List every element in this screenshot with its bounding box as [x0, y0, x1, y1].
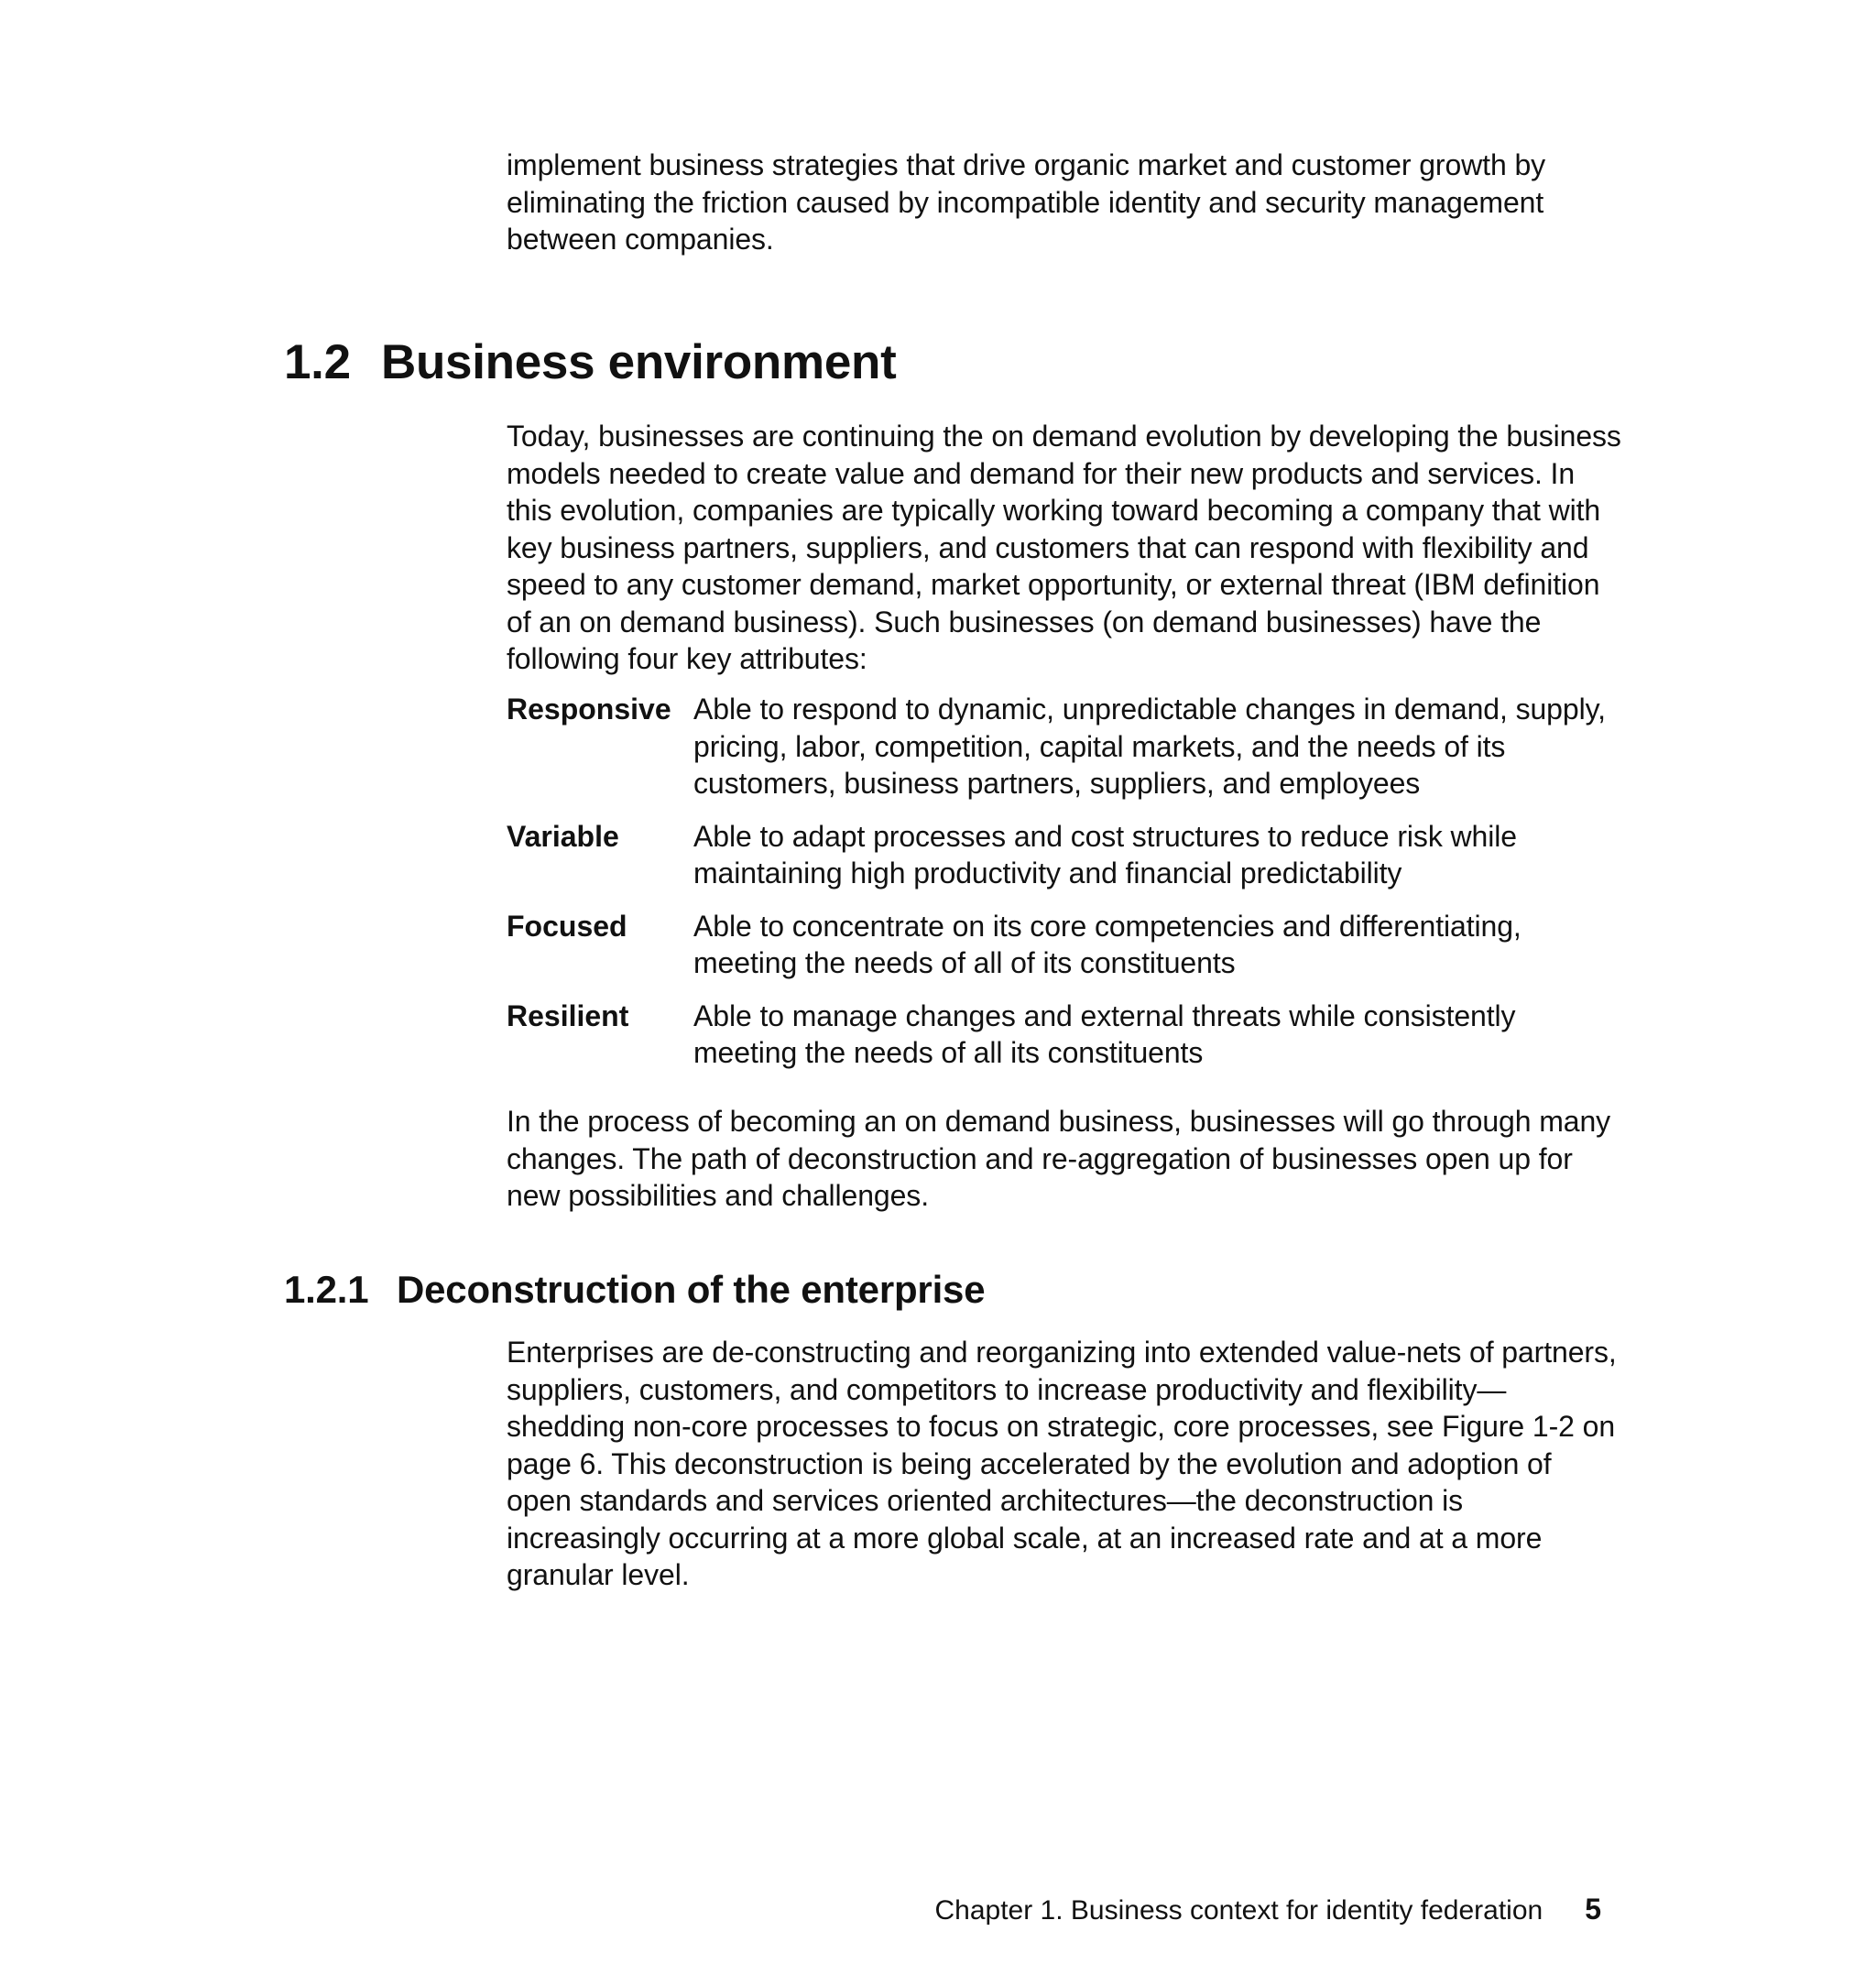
attribute-definition: Able to adapt processes and cost structures to reduce risk while maintaining high productivity and financial predictability: [693, 819, 1517, 889]
attribute-term: Responsive: [507, 693, 671, 726]
attribute-definition: Able to concentrate on its core competencies and differentiating, meeting the needs of all of its constituents: [693, 909, 1522, 979]
subsection-paragraph: Enterprises are de-constructing and reorganizing into extended value-nets of partners, suppliers, customers, and competitors to increase productivity and flexibility—shedding non-core processes to focus on strategic, core processes, see Figure 1-2 on page 6. This deconstruction is being accelerated by the evolution and adoption of open standards and services oriented architectures—the deconstruction is increasingly occurring at a more global scale, at an increased rate and at a more granular level.: [507, 1336, 1617, 1591]
intro-paragraph: implement business strategies that drive organic market and customer growth by eliminating the friction caused by incompatible identity and security management between companies.: [507, 148, 1546, 256]
subsection-number: 1.2.1: [284, 1268, 369, 1311]
attribute-list: [507, 691, 1624, 1087]
attribute-row: [507, 691, 1624, 802]
attribute-row: [507, 908, 1624, 982]
section-title: Business environment: [381, 335, 897, 389]
attribute-definition: Able to manage changes and external threats while consistently meeting the needs of all its constituents: [693, 998, 1516, 1069]
page-number: 5: [1585, 1893, 1601, 1926]
subsection-title: Deconstruction of the enterprise: [397, 1268, 986, 1311]
attribute-row: [507, 998, 1624, 1072]
attribute-term: Focused: [507, 909, 627, 943]
section-number: 1.2: [284, 335, 351, 389]
attribute-term: Variable: [507, 819, 619, 853]
attribute-term: Resilient: [507, 998, 629, 1032]
section-paragraph-1: Today, businesses are continuing the on demand evolution by developing the business models needed to create value and demand for their new products and services. In this evolution, companies are typically working toward becoming a company that with key business partners, suppliers, and customers that can respond with flexibility and speed to any customer demand, market opportunity, or external threat (IBM definition of an on demand business). Such businesses (on demand businesses) have the following four key attributes:: [507, 420, 1621, 675]
page-footer: [934, 1891, 1601, 1929]
attribute-row: [507, 818, 1624, 892]
subsection-heading: [284, 1266, 985, 1314]
footer-chapter-title: Chapter 1. Business context for identity federation: [934, 1895, 1543, 1926]
attribute-definition: Able to respond to dynamic, unpredictable changes in demand, supply, pricing, labor, competition, capital markets, and the needs of its customers, business partners, suppliers, and employees: [693, 693, 1606, 800]
section-heading: [284, 333, 896, 392]
section-paragraph-2: In the process of becoming an on demand business, businesses will go through many changes. The path of deconstruction and re-aggregation of businesses open up for new possibilities and challenges.: [507, 1105, 1611, 1212]
